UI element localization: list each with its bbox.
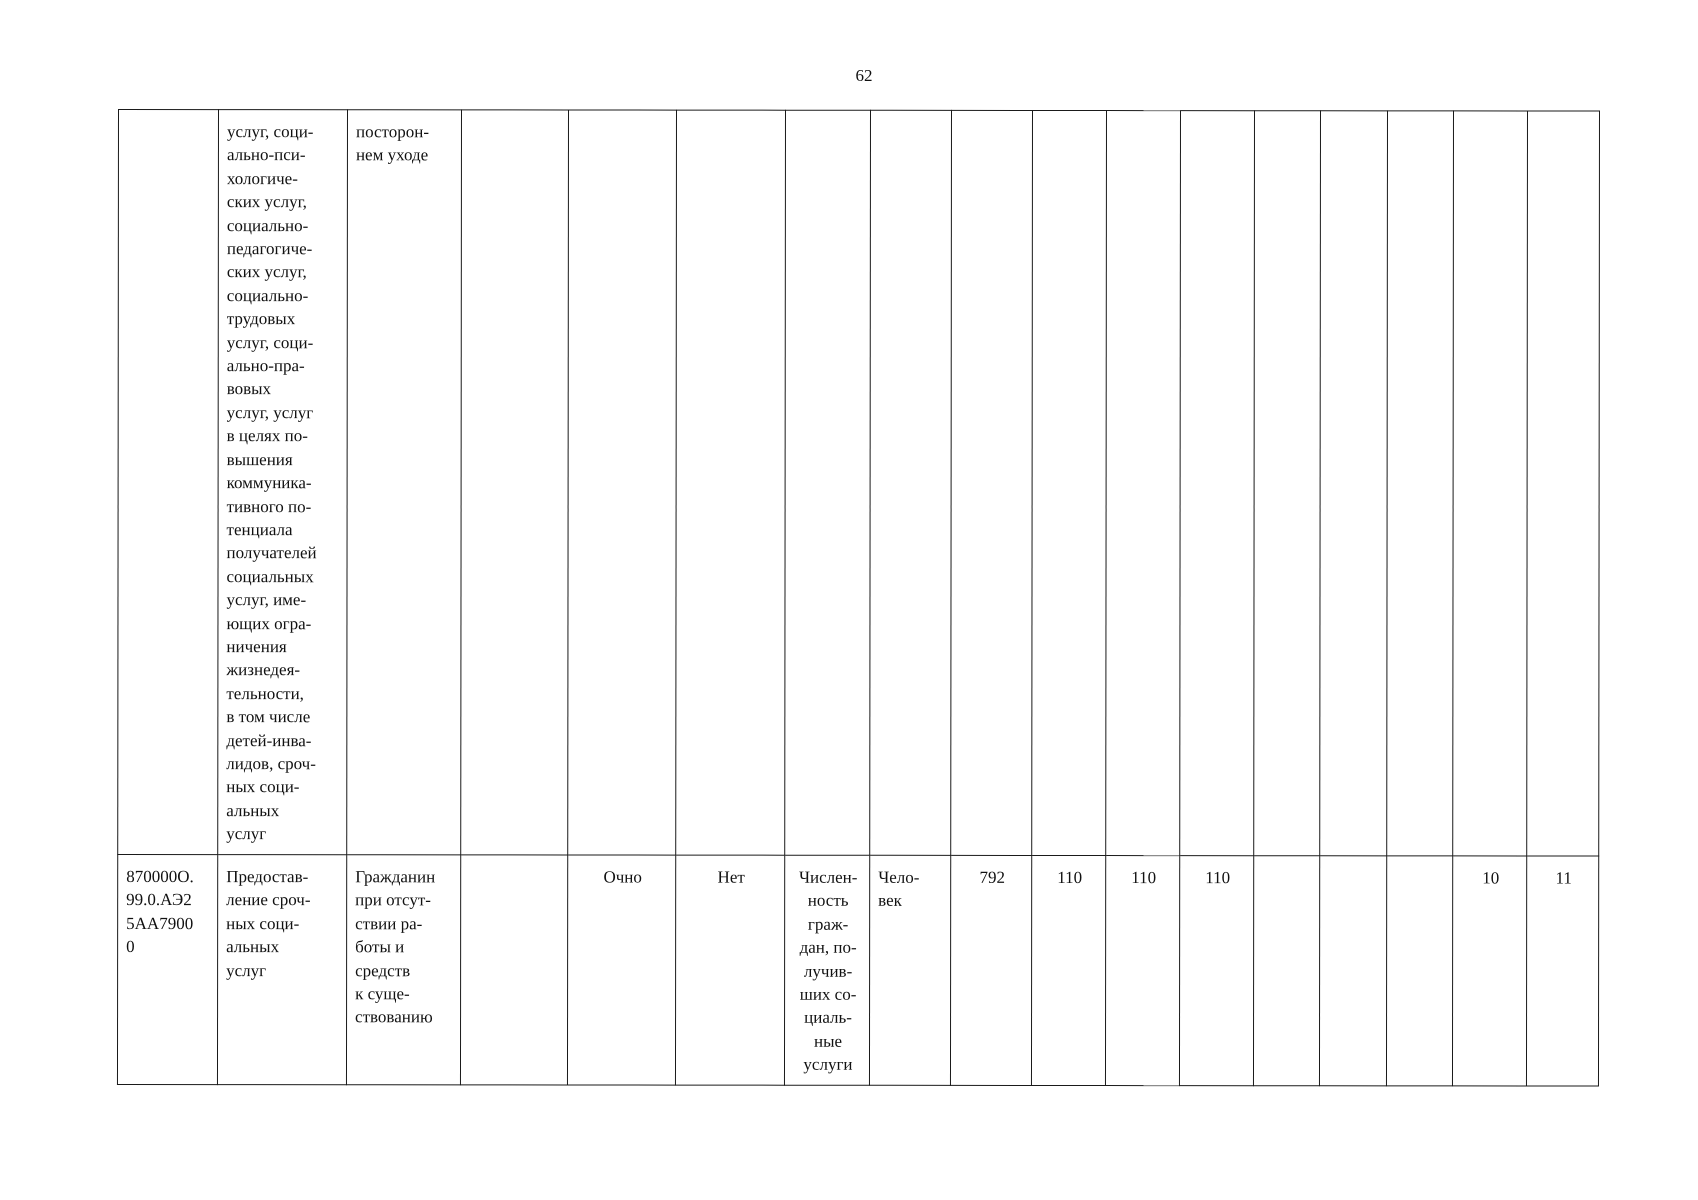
cell-value-3 [1180,111,1255,856]
cell-col15 [1386,856,1452,1086]
cell-unit: Чело- век [869,855,950,1085]
cell-unit [870,110,952,855]
cell-value-3: 110 [1179,856,1253,1086]
cell-col6: Нет [675,855,784,1085]
cell-value-2: 110 [1105,856,1179,1086]
cell-col13 [1253,856,1319,1086]
cell-service-content: услуг, соци- ально-пси- хологиче- ских услуг, социально- педагогиче- ских услуг, социально- трудовых услуг, соци- ально-пра- вовых услуг, услуг в целях по- вышения коммуника- тивного по- тенциала получателей социальных услуг, име- ющих огра- ничения жизнедея- тельности, в том числе детей-инва- лидов, сроч- ных соци- альных услуг [218,110,348,855]
cell-col4 [461,110,569,855]
service-table [117,109,1600,1087]
cell-indicator: Числен- ность граж- дан, по- лучив- ших со- циаль- ные услуги [784,855,869,1085]
cell-col15 [1387,111,1454,856]
cell-okei: 792 [950,855,1031,1085]
cell-col4 [460,855,567,1085]
cell-col17: 11 [1526,856,1598,1086]
cell-category: Гражданин при отсут- ствии ра- боты и средств к суще- ствованию [346,855,460,1085]
cell-form [568,110,677,855]
cell-col13 [1254,111,1321,856]
cell-okei [951,110,1033,855]
page-number: 62 [855,66,873,85]
table-row [117,855,1598,1087]
cell-value-1 [1032,110,1107,855]
cell-code: 870000О. 99.0.АЭ2 5АА7900 0 [117,855,217,1085]
cell-value-1: 110 [1031,855,1105,1085]
cell-col14 [1319,856,1386,1086]
cell-indicator [785,110,871,855]
cell-category: посторон- нем уходе [347,110,462,855]
cell-col17 [1527,111,1600,856]
cell-col14 [1320,111,1388,856]
table-row [118,110,1600,857]
cell-form: Очно [567,855,675,1085]
cell-col16: 10 [1452,856,1526,1086]
cell-service-content: Предостав- ление сроч- ных соци- альных услуг [217,855,346,1085]
cell-col6 [676,110,786,855]
cell-code [118,110,219,855]
cell-col16 [1453,111,1528,856]
cell-value-2 [1106,111,1181,856]
